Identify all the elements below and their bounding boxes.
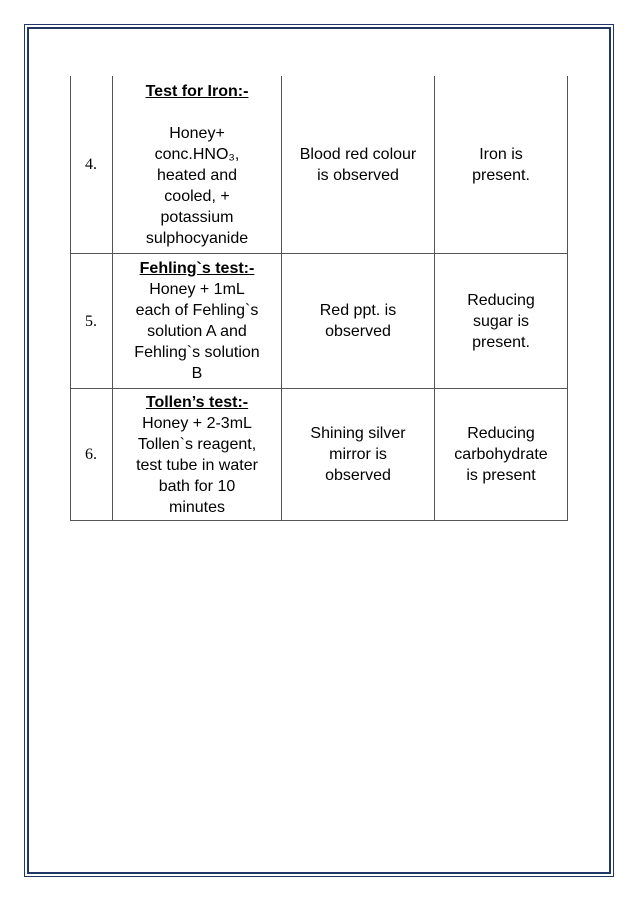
observation-cell: Shining silver mirror is observed	[282, 389, 435, 521]
serial-number: 5.	[71, 254, 113, 389]
test-title: Tollen’s test:-	[145, 393, 249, 411]
test-cell	[113, 254, 282, 389]
test-cell	[113, 389, 282, 521]
table-row	[71, 254, 568, 389]
test-procedure: Honey + 2-3mL Tollen`s reagent, test tube in water bath for 10 minutes	[136, 414, 258, 516]
inference-cell: Iron is present.	[435, 76, 568, 254]
inference-cell: Reducing carbohydrate is present	[435, 389, 568, 521]
inference-cell: Reducing sugar is present.	[435, 254, 568, 389]
test-procedure: Honey + 1mL each of Fehling`s solution A and Fehling`s solution B	[134, 281, 260, 382]
serial-number: 6.	[71, 389, 113, 521]
test-title: Test for Iron:-	[145, 82, 249, 100]
test-procedure: Honey+ conc.HNO₃, heated and cooled, + potassium sulphocyanide	[145, 124, 249, 247]
serial-number: 4.	[71, 76, 113, 254]
observation-cell: Red ppt. is observed	[282, 254, 435, 389]
test-title: Fehling`s test:-	[139, 260, 255, 277]
observation-cell: Blood red colour is observed	[282, 76, 435, 254]
table-row	[71, 76, 568, 254]
test-cell	[113, 76, 282, 254]
table-row	[71, 389, 568, 521]
results-table	[70, 76, 568, 521]
